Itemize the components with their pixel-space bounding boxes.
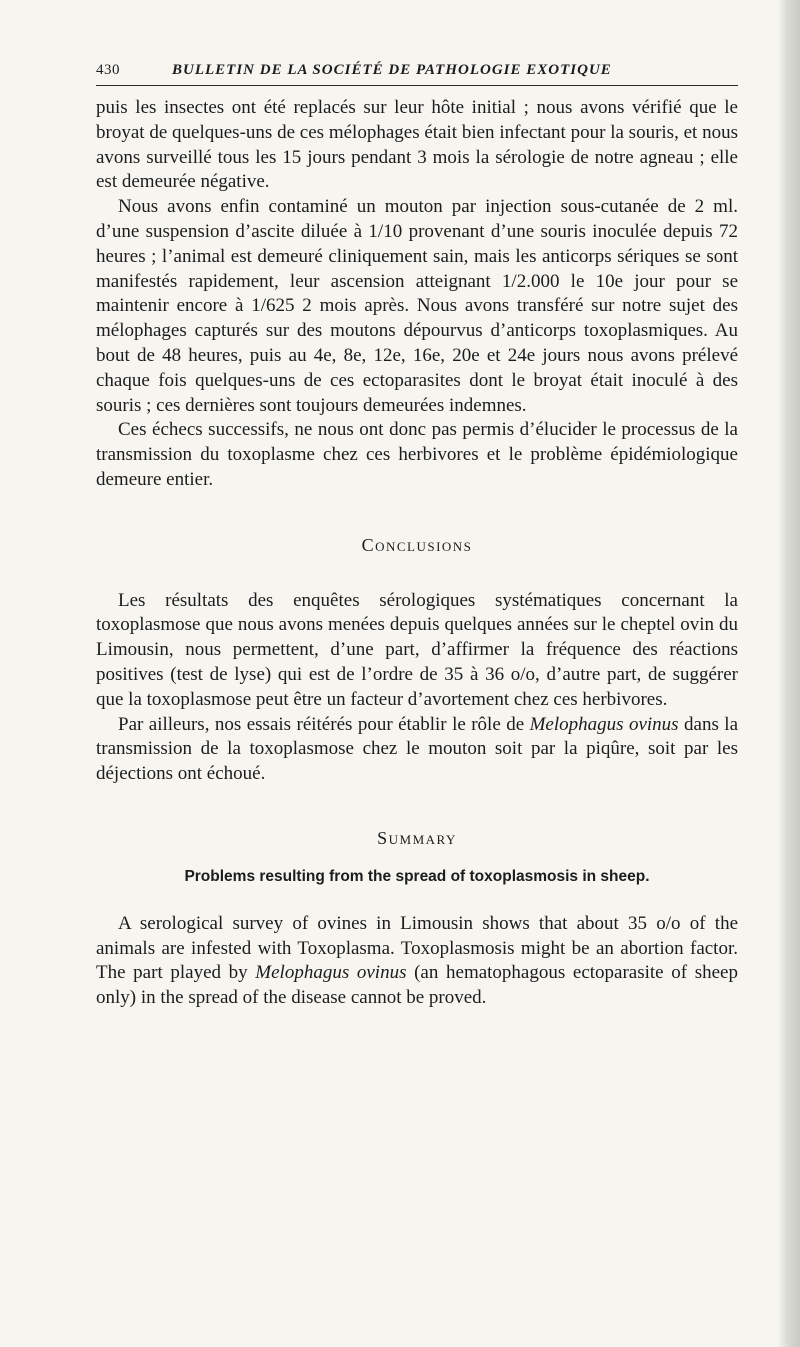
summary-start: A serological survey of ovines in Limousin shows that about 35 o/o of the animals are infested with Toxoplasma. Toxoplasmosis might be an abortion factor. The part played by: [96, 912, 738, 984]
page-header: [96, 62, 738, 86]
summary-title: Problems resulting from the spread of toxoplasmosis in sheep.: [184, 867, 650, 885]
summary-text: [96, 912, 738, 1011]
summary-paragraph: [96, 912, 738, 1011]
body-text: [96, 96, 738, 851]
paragraph-3: Ces échecs successifs, ne nous ont donc pas permis d’élucider le processus de la transmission du toxoplasme chez ces herbivores et le problème épidémiologique demeure entier.: [96, 419, 738, 490]
page: [96, 62, 738, 1011]
species-name: Melophagus ovinus: [529, 713, 679, 735]
page-edge-shadow: [778, 0, 800, 1347]
summary-species-name: Melophagus ovinus: [255, 962, 407, 984]
page-number: 430: [96, 62, 120, 78]
conclusions-heading: Conclusions: [361, 534, 473, 555]
summary-heading: Summary: [377, 827, 457, 848]
running-head: BULLETIN DE LA SOCIÉTÉ DE PATHOLOGIE EXOTIQUE: [172, 62, 612, 78]
paragraph-2: Nous avons enfin contaminé un mouton par injection sous-cutanée de 2 ml. d’une suspension d’ascite diluée à 1/10 provenant d’une souris inoculée depuis 72 heures ; l’animal est demeuré cliniquement sain, mais les anticorps sériques se sont manifestés rapidement, leur ascension atteignant 1/2.000 le 10e jour pour se maintenir encore à 1/625 2 mois après. Nous avons transféré sur notre sujet des mélophages capturés sur des moutons dépourvus d’anticorps toxoplasmiques. Au bout de 48 heures, puis au 4e, 8e, 12e, 16e, 20e et 24e jours nous avons prélevé chaque fois quelques-uns de ces ectoparasites dont le broyat était inoculé à des souris ; ces dernières sont toujours demeurées indemnes.: [96, 196, 738, 416]
paragraph-1: puis les insectes ont été replacés sur leur hôte initial ; nous avons vérifié que le broyat de quelques-uns de ces mélophages était bien infectant pour la souris, et nous avons surveillé tous les 15 jours pendant 3 mois la sérologie de notre agneau ; elle est demeurée négative.: [96, 97, 738, 193]
conclusions-p2-start: Par ailleurs, nos essais réitérés pour établir le rôle de: [118, 713, 530, 735]
summary-end: (an hematophagous ectoparasite of sheep only) in the spread of the disease cannot be proved.: [96, 962, 738, 1009]
conclusions-paragraph-2: [96, 713, 738, 787]
conclusions-paragraph-1: Les résultats des enquêtes sérologiques systématiques concernant la toxoplasmose que nous avons menées depuis quelques années sur le cheptel ovin du Limousin, nous permettent, d’une part, d’affirmer la fréquence des réactions positives (test de lyse) qui est de l’ordre de 35 à 36 o/o, d’autre part, de suggérer que la toxoplasmose peut être un facteur d’avortement chez ces herbivores.: [96, 589, 738, 710]
conclusions-p2-end: dans la transmission de la toxoplasmose chez le mouton soit par la piqûre, soit par les déjections ont échoué.: [96, 713, 738, 785]
